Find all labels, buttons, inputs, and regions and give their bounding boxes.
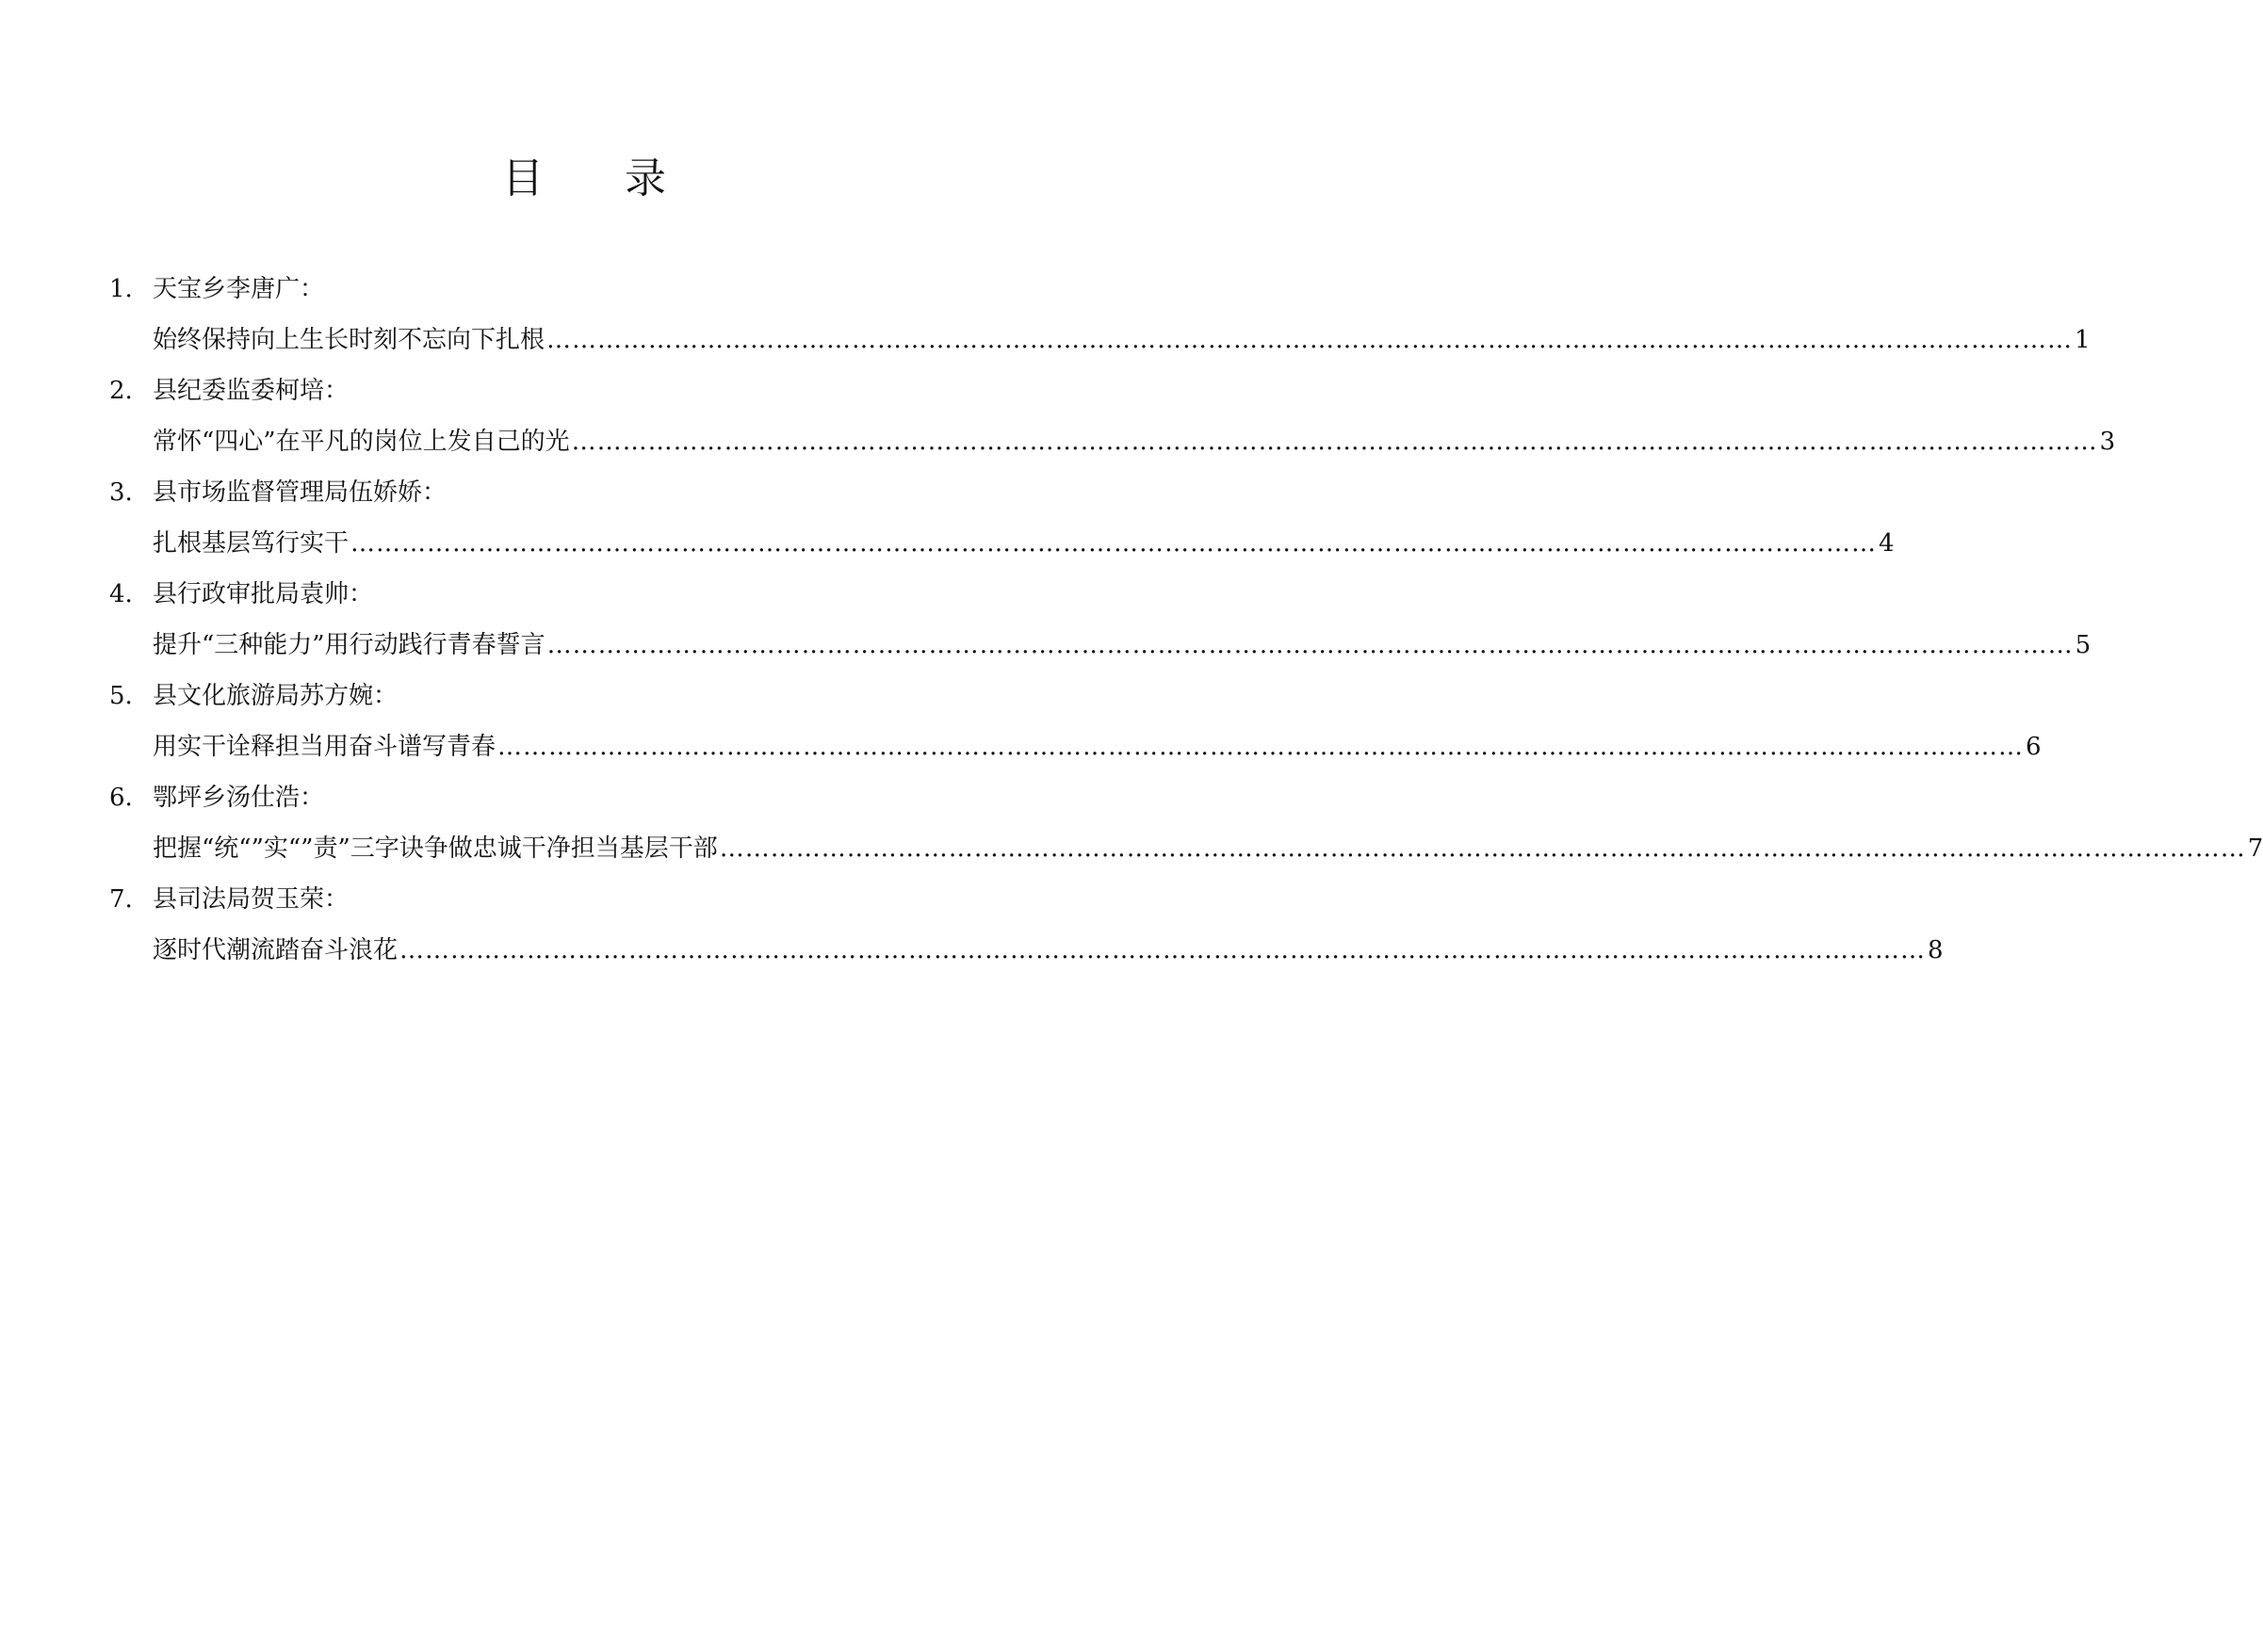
toc-entry-heading bbox=[109, 365, 1061, 416]
toc-entry-line[interactable] bbox=[109, 925, 1944, 976]
toc-entry-line[interactable] bbox=[109, 620, 2092, 671]
toc-entry-heading bbox=[109, 467, 1061, 518]
toc-list bbox=[109, 264, 2263, 976]
toc-entry-number: 3. bbox=[109, 478, 133, 507]
toc-entry[interactable] bbox=[109, 365, 2116, 467]
dot-leader: ……………………………………………………………………………………………………………………………………………………………… bbox=[719, 834, 2246, 863]
toc-entry-line[interactable] bbox=[109, 823, 2263, 874]
toc-entry-heading bbox=[109, 671, 1061, 721]
toc-entry[interactable] bbox=[109, 671, 2042, 772]
dot-leader: ……………………………………………………………………………………………………………………………………………………………… bbox=[497, 733, 2025, 761]
toc-entry-heading bbox=[109, 772, 1061, 823]
toc-entry-author: 县文化旅游局苏方婉： bbox=[153, 682, 399, 710]
toc-entry-page-number: 4 bbox=[1879, 529, 1895, 558]
toc-entry-subtitle: 扎根基层笃行实干 bbox=[153, 529, 350, 558]
toc-entry-author: 天宝乡李唐广： bbox=[153, 275, 325, 303]
dot-leader: ……………………………………………………………………………………………………………………………………………………………… bbox=[546, 326, 2074, 354]
toc-entry-line[interactable] bbox=[109, 315, 2091, 365]
toc-entry[interactable] bbox=[109, 569, 2092, 671]
toc-entry-subtitle: 常怀“四心”在平凡的岗位上发自己的光 bbox=[153, 428, 570, 456]
toc-entry-author: 县纪委监委柯培： bbox=[153, 377, 350, 405]
toc-entry-heading bbox=[109, 569, 1061, 620]
toc-entry-number: 2. bbox=[109, 377, 133, 405]
toc-entry[interactable] bbox=[109, 874, 1944, 976]
toc-entry-page-number: 6 bbox=[2026, 733, 2042, 761]
toc-entry-line[interactable] bbox=[109, 721, 2042, 772]
toc-entry-number: 1. bbox=[109, 275, 133, 303]
toc-entry-page-number: 7 bbox=[2247, 834, 2263, 863]
toc-entry-subtitle: 用实干诠释担当用奋斗谱写青春 bbox=[153, 733, 497, 761]
toc-entry-page-number: 8 bbox=[1928, 936, 1944, 964]
toc-entry-heading bbox=[109, 874, 1061, 925]
toc-entry[interactable] bbox=[109, 772, 2263, 874]
toc-entry-line[interactable] bbox=[109, 416, 2116, 467]
toc-entry[interactable] bbox=[109, 264, 2091, 365]
dot-leader: ……………………………………………………………………………………………………………………………………………………………… bbox=[546, 631, 2074, 659]
toc-entry-author: 县行政审批局袁帅： bbox=[153, 580, 374, 608]
toc-entry-number: 6. bbox=[109, 784, 133, 812]
toc-entry-page-number: 5 bbox=[2075, 631, 2092, 659]
toc-entry-subtitle: 提升“三种能力”用行动践行青春誓言 bbox=[153, 631, 545, 659]
toc-entry-page-number: 1 bbox=[2075, 326, 2091, 354]
dot-leader: ……………………………………………………………………………………………………………………………………………………………… bbox=[350, 529, 1878, 558]
toc-entry-heading bbox=[109, 264, 1061, 315]
toc-entry-author: 县市场监督管理局伍娇娇： bbox=[153, 478, 448, 507]
toc-entry-subtitle: 始终保持向上生长时刻不忘向下扎根 bbox=[153, 326, 545, 354]
toc-entry-subtitle: 把握“统“”实“”责”三字诀争做忠诚干净担当基层干部 bbox=[153, 834, 718, 863]
toc-entry-author: 县司法局贺玉荣： bbox=[153, 885, 350, 914]
toc-entry-number: 5. bbox=[109, 682, 133, 710]
toc-entry-author: 鄂坪乡汤仕浩： bbox=[153, 784, 325, 812]
toc-entry-subtitle: 逐时代潮流踏奋斗浪花 bbox=[153, 936, 399, 964]
toc-entry-number: 7. bbox=[109, 885, 133, 914]
toc-entry-line[interactable] bbox=[109, 518, 1895, 569]
dot-leader: ……………………………………………………………………………………………………………………………………………………………… bbox=[399, 936, 1927, 964]
toc-entry-number: 4. bbox=[109, 580, 133, 608]
toc-entry-page-number: 3 bbox=[2099, 428, 2116, 456]
dot-leader: ……………………………………………………………………………………………………………………………………………………………… bbox=[571, 428, 2098, 456]
page-title: 目 录 bbox=[502, 154, 700, 202]
toc-entry[interactable] bbox=[109, 467, 1895, 569]
